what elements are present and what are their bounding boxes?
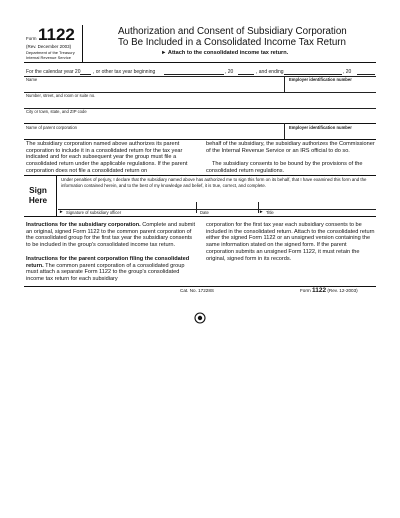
arrow-right-icon: ► bbox=[161, 49, 167, 56]
tax-year-beginning-label: , or other tax year beginning bbox=[93, 68, 156, 75]
form-title-line1: Authorization and Consent of Subsidiary Corporation bbox=[118, 26, 347, 37]
rule-above-body bbox=[24, 139, 376, 140]
title-label: Title bbox=[266, 209, 274, 215]
sign-here-label: Sign Here bbox=[28, 186, 48, 205]
attach-text: Attach to the consolidated income tax return. bbox=[167, 49, 289, 56]
ending-field[interactable] bbox=[284, 74, 342, 75]
signature-label: Signature of subsidiary officer bbox=[66, 209, 122, 215]
catalog-number: Cat. No. 17228S bbox=[180, 288, 214, 293]
title-field[interactable] bbox=[264, 196, 375, 208]
parent-ein-field[interactable] bbox=[289, 130, 375, 139]
date-divider bbox=[196, 202, 197, 213]
signature-field[interactable] bbox=[61, 196, 195, 208]
ending-year-field[interactable] bbox=[357, 74, 375, 75]
city-field[interactable] bbox=[26, 114, 374, 123]
subsidiary-instructions-text: Complete and submit an original, signed Form 1122 to the common parent corporation of the consolidated group for the first tax year the subsidiary consents to be included in the group's consolidated income tax return. bbox=[26, 222, 196, 249]
subsidiary-instructions-heading: Instructions for the subsidiary corporation. bbox=[26, 222, 141, 228]
attach-instruction bbox=[161, 50, 288, 56]
footer-revision: (Rev. 12-2003) bbox=[327, 288, 358, 293]
header-divider bbox=[82, 25, 83, 62]
consent-text-left: The subsidiary corporation named above authorizes its parent corporation to include it in a consolidated return for the tax year indicated and for each subsequent year the group must file a consolidated return under the applicable regulations. If the parent corporation does not file a consolidated return on bbox=[26, 141, 188, 174]
service: Internal Revenue Service bbox=[26, 54, 71, 60]
perjury-statement: Under penalties of perjury, I declare that the subsidiary named above has authorized me to sign this form on its behalf, that I have examined this form and the information contained herein, and to the best of my knowledge and belief, it is true, correct, and complete. bbox=[61, 177, 367, 189]
form-number: 1122 bbox=[38, 25, 75, 44]
title-arrow-icon: ► bbox=[259, 209, 264, 214]
ein-divider bbox=[284, 76, 285, 92]
form-revision: (Rev. December 2003) bbox=[26, 44, 72, 49]
ein-label: Employer identification number bbox=[289, 77, 352, 82]
ending-label: , and ending bbox=[256, 68, 284, 75]
rule-header-bottom bbox=[24, 62, 376, 63]
ein-field[interactable] bbox=[289, 82, 375, 92]
calendar-year-field[interactable] bbox=[80, 74, 91, 75]
sign-divider bbox=[56, 175, 57, 216]
form-title-line2: To Be Included in a Consolidated Income Tax Return bbox=[118, 37, 347, 48]
street-field[interactable] bbox=[26, 98, 374, 108]
signature-arrow-icon: ► bbox=[59, 209, 64, 214]
parent-name-label: Name of parent corporation bbox=[26, 124, 77, 130]
parent-ein-label: Employer identification number bbox=[289, 124, 352, 130]
subsidiary-instructions bbox=[26, 222, 198, 249]
beginning-year-label: , 20 bbox=[225, 68, 234, 75]
consent-text-right-2: The subsidiary consents to be bound by the provisions of the consolidated return regulations. bbox=[206, 161, 363, 174]
tax-year-beginning-field[interactable] bbox=[164, 74, 224, 75]
name-label: Name bbox=[26, 77, 38, 82]
parent-instructions-text: The common parent corporation of a consolidated group must attach a separate Form 1122 to the group's consolidated income tax return for each subsidiary bbox=[26, 262, 185, 283]
footer-form-word: Form bbox=[300, 288, 311, 293]
parent-ein-divider bbox=[284, 123, 285, 139]
rule-above-instructions bbox=[24, 216, 376, 217]
department: Department of the Treasury bbox=[26, 50, 75, 55]
date-label: Date bbox=[200, 209, 209, 215]
form-word: Form bbox=[26, 36, 37, 41]
footer-form-number: 1122 bbox=[312, 287, 327, 294]
parent-instructions-heading: Instructions for the parent corporation filing the consolidated return. bbox=[26, 256, 190, 269]
consent-text-right-1: behalf of the subsidiary, the subsidiary authorizes the Commissioner of the Internal Revenue Service or an IRS official to do so. bbox=[206, 141, 375, 154]
rule-above-sign bbox=[24, 175, 376, 176]
date-field[interactable] bbox=[197, 196, 259, 208]
name-field[interactable] bbox=[26, 82, 282, 92]
street-label: Number, street, and room or suite no. bbox=[26, 93, 96, 98]
footer-form-id bbox=[300, 287, 358, 294]
recycled-paper-icon bbox=[194, 312, 206, 324]
parent-name-field[interactable] bbox=[26, 130, 282, 139]
beginning-year-field[interactable] bbox=[238, 74, 254, 75]
parent-instructions-continued: corporation for the first tax year each subsidiary consents to be included in the consolidated return. Attach to the consolidated return either the signed Form 1122 or an unsigned version containing the same information stated on the signed form. If the parent corporation submits an unsigned Form 1122, it must retain the original, signed form in its records. bbox=[206, 222, 375, 262]
ending-year-label: , 20 bbox=[343, 68, 352, 75]
parent-instructions bbox=[26, 256, 198, 283]
city-label: City or town, state, and ZIP code bbox=[26, 109, 87, 114]
calendar-year-label: For the calendar year 20 bbox=[26, 68, 81, 75]
